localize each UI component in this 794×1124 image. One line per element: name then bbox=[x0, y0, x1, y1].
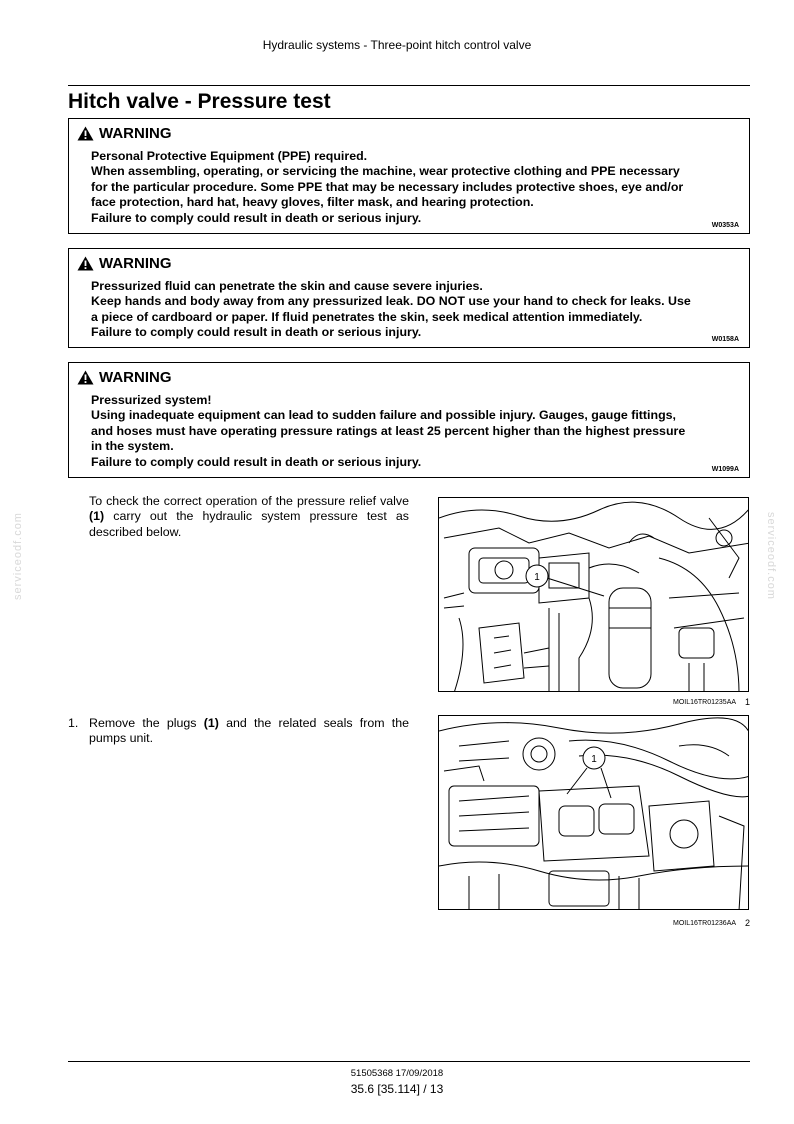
warning-code: W0353A bbox=[711, 222, 739, 229]
step-ref: (1) bbox=[203, 716, 219, 730]
warning-header bbox=[77, 369, 172, 386]
intro-ref: (1) bbox=[89, 509, 105, 524]
step-1-text bbox=[89, 716, 409, 747]
warning-box-pressurized-system bbox=[68, 362, 750, 478]
warning-text bbox=[91, 393, 736, 470]
figure-number: 2 bbox=[745, 918, 751, 928]
engine-line-drawing bbox=[439, 498, 749, 692]
running-header: Hydraulic systems - Three-point hitch control valve bbox=[262, 38, 532, 52]
warning-line: for the particular procedure. Some PPE that may be necessary includes protective shoes, eye and/or bbox=[91, 179, 684, 194]
intro-paragraph bbox=[89, 494, 409, 540]
footer-doc-ref: 51505368 17/09/2018 bbox=[350, 1068, 444, 1079]
step-text: and the related seals from the pumps unit. bbox=[89, 716, 410, 746]
figure-caption: MOIL16TR01236AA bbox=[673, 920, 737, 927]
figure-2-image bbox=[438, 715, 749, 910]
intro-text: To check the correct operation of the pressure relief valve bbox=[89, 494, 409, 508]
warning-text bbox=[91, 279, 736, 341]
warning-label: WARNING bbox=[99, 369, 172, 386]
warning-label: WARNING bbox=[99, 125, 172, 142]
warning-box-pressurized-fluid bbox=[68, 248, 750, 348]
warning-line: Personal Protective Equipment (PPE) required. bbox=[91, 149, 368, 163]
footer-page-ref: 35.6 [35.114] / 13 bbox=[350, 1082, 444, 1096]
warning-text bbox=[91, 149, 736, 226]
figure-callout: 1 bbox=[534, 572, 540, 583]
warning-triangle-icon bbox=[77, 126, 94, 141]
warning-line: in the system. bbox=[91, 439, 174, 454]
warning-header bbox=[77, 255, 172, 272]
figure-callout: 1 bbox=[591, 754, 597, 765]
title-rule bbox=[68, 85, 750, 86]
warning-triangle-icon bbox=[77, 370, 94, 385]
watermark-left: serviceodf.com bbox=[12, 512, 24, 600]
step-number: 1. bbox=[68, 716, 79, 730]
warning-line: Failure to comply could result in death or serious injury. bbox=[91, 325, 422, 340]
warning-line: Failure to comply could result in death or serious injury. bbox=[91, 210, 422, 225]
intro-text: carry out the hydraulic system pressure test as described below. bbox=[89, 509, 409, 539]
warning-line: a piece of cardboard or paper. If fluid penetrates the skin, seek medical attention immediately. bbox=[91, 309, 643, 324]
warning-label: WARNING bbox=[99, 255, 172, 272]
page-title: Hitch valve - Pressure test bbox=[68, 90, 331, 113]
warning-line: face protection, hard hat, heavy gloves, filter mask, and hearing protection. bbox=[91, 195, 534, 210]
warning-header bbox=[77, 125, 172, 142]
warning-line: Failure to comply could result in death or serious injury. bbox=[91, 454, 422, 469]
warning-code: W1099A bbox=[711, 466, 739, 473]
warning-box-ppe bbox=[68, 118, 750, 234]
warning-line: When assembling, operating, or servicing the machine, wear protective clothing and PPE necessary bbox=[91, 164, 680, 179]
warning-line: Keep hands and body away from any pressurized leak. DO NOT use your hand to check for leaks. Use bbox=[91, 294, 691, 309]
step-text: Remove the plugs bbox=[89, 716, 204, 730]
warning-code: W0158A bbox=[711, 336, 739, 343]
warning-line: Using inadequate equipment can lead to sudden failure and possible injury. Gauges, gauge fittings, bbox=[91, 408, 676, 423]
warning-line: Pressurized system! bbox=[91, 393, 212, 407]
figure-number: 1 bbox=[745, 697, 751, 707]
warning-triangle-icon bbox=[77, 256, 94, 271]
figure-caption: MOIL16TR01235AA bbox=[673, 699, 737, 706]
watermark-right: serviceodf.com bbox=[765, 512, 777, 600]
warning-line: and hoses must have operating pressure ratings at least 25 percent higher than the highest pressure bbox=[91, 423, 686, 438]
engine-line-drawing bbox=[439, 716, 749, 910]
footer-rule bbox=[68, 1061, 750, 1062]
warning-line: Pressurized fluid can penetrate the skin and cause severe injuries. bbox=[91, 279, 483, 293]
figure-1-image bbox=[438, 497, 749, 692]
